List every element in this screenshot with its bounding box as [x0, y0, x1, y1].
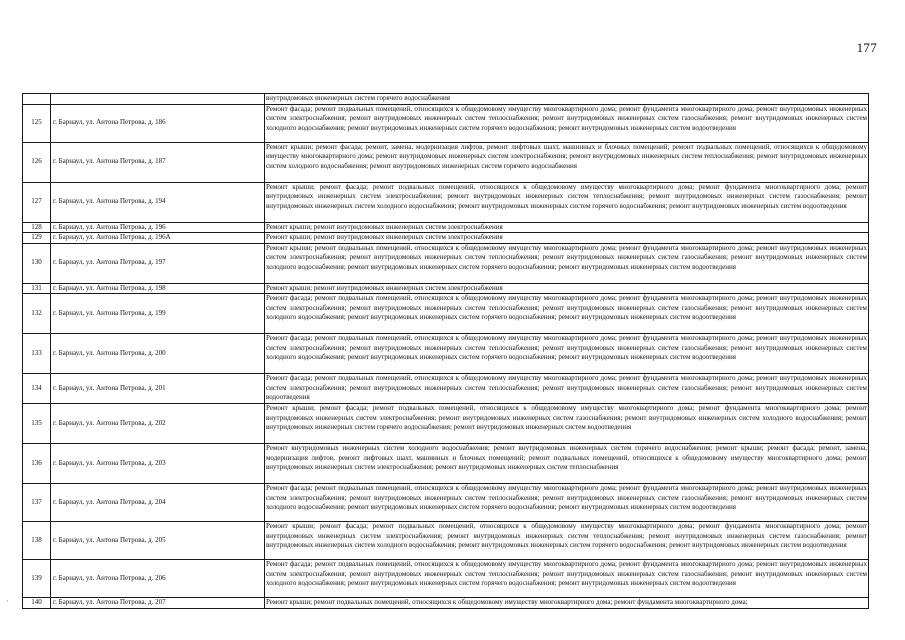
table-row [23, 142, 869, 182]
table-row [23, 404, 869, 444]
table-row [23, 243, 869, 283]
works-cell: Ремонт крыши; ремонт подвальных помещений, относящихся к общедомовому имуществу многоквартирного дома; ремонт фундамента многоквартирного дома; ремонт внутридомовых инженерных систем электроснабжения; ремонт внутридомовых инженерных систем теплоснабжения; ремонт внутридомовых инженерных систем газоснабжения; ремонт внутридомовых инженерных систем холодного водоснабжения; ремонт внутридомовых инженерных систем горячего водоснабжения; ремонт внутридомовых инженерных систем водоотведения [265, 243, 869, 283]
address-cell: г. Барнаул, ул. Антона Петрова, д. 200 [51, 334, 265, 374]
works-cell: внутридомовых инженерных систем горячего водоснабжения [265, 94, 869, 105]
works-table-container [22, 93, 868, 609]
table-row [23, 444, 869, 484]
table-row [23, 182, 869, 222]
row-number-cell: 128 [23, 222, 51, 233]
address-cell: г. Барнаул, ул. Антона Петрова, д. 197 [51, 243, 265, 283]
row-number-cell: 126 [23, 142, 51, 182]
works-cell: Ремонт крыши; ремонт внутридомовых инженерных систем электроснабжения [265, 283, 869, 294]
row-number-cell: 139 [23, 560, 51, 598]
row-number-cell: 125 [23, 104, 51, 142]
row-number-cell: 130 [23, 243, 51, 283]
address-cell: г. Барнаул, ул. Антона Петрова, д. 203 [51, 444, 265, 484]
address-cell: г. Барнаул, ул. Антона Петрова, д. 187 [51, 142, 265, 182]
row-number-cell: 136 [23, 444, 51, 484]
table-row [23, 233, 869, 244]
page-number: 177 [856, 40, 877, 55]
address-cell: г. Барнаул, ул. Антона Петрова, д. 194 [51, 182, 265, 222]
table-row [23, 104, 869, 142]
row-number-cell: 133 [23, 334, 51, 374]
row-number-cell: 127 [23, 182, 51, 222]
address-cell: г. Барнаул, ул. Антона Петрова, д. 186 [51, 104, 265, 142]
table-row-continuation [23, 94, 869, 105]
address-cell: г. Барнаул, ул. Антона Петрова, д. 204 [51, 484, 265, 522]
row-number-cell: 134 [23, 374, 51, 404]
works-cell: Ремонт фасада; ремонт подвальных помещений, относящихся к общедомовому имуществу многоквартирного дома; ремонт фундамента многоквартирного дома; ремонт внутридомовых инженерных систем электроснабжения; ремонт внутридомовых инженерных систем теплоснабжения; ремонт внутридомовых инженерных систем газоснабжения; ремонт внутридомовых инженерных систем холодного водоснабжения; ремонт внутридомовых инженерных систем горячего водоснабжения; ремонт внутридомовых инженерных систем водоотведения [265, 294, 869, 334]
row-number-cell [23, 94, 51, 105]
works-cell: Ремонт внутридомовых инженерных систем холодного водоснабжения; ремонт внутридомовых инженерных систем горячего водоснабжения; ремонт крыши; ремонт фасада; ремонт, замена, модернизация лифтов, ремонт лифтовых шахт, машинных и блочных помещений; ремонт подвальных помещений, относящихся к общедомовому имуществу многоквартирного дома; ремонт внутридомовых инженерных систем электроснабжения; ремонт внутридомовых инженерных систем теплоснабжения [265, 444, 869, 484]
address-cell: г. Барнаул, ул. Антона Петрова, д. 196 [51, 222, 265, 233]
row-number-cell: 140 [23, 598, 51, 609]
table-row [23, 294, 869, 334]
table-row [23, 598, 869, 609]
works-table-body [23, 94, 869, 609]
table-row [23, 522, 869, 560]
works-cell: Ремонт фасада; ремонт подвальных помещений, относящихся к общедомовому имуществу многоквартирного дома; ремонт фундамента многоквартирного дома; ремонт внутридомовых инженерных систем электроснабжения; ремонт внутридомовых инженерных систем теплоснабжения; ремонт внутридомовых инженерных систем газоснабжения; ремонт внутридомовых инженерных систем холодного водоснабжения; ремонт внутридомовых инженерных систем горячего водоснабжения; ремонт внутридомовых инженерных систем водоотведения [265, 560, 869, 598]
address-cell [51, 94, 265, 105]
address-cell: г. Барнаул, ул. Антона Петрова, д. 201 [51, 374, 265, 404]
margin-mark: · [6, 597, 9, 606]
row-number-cell: 138 [23, 522, 51, 560]
table-row [23, 374, 869, 404]
works-cell: Ремонт фасада; ремонт подвальных помещений, относящихся к общедомовому имуществу многоквартирного дома; ремонт фундамента многоквартирного дома; ремонт внутридомовых инженерных систем электроснабжения; ремонт внутридомовых инженерных систем теплоснабжения; ремонт внутридомовых инженерных систем газоснабжения; ремонт внутридомовых инженерных систем холодного водоснабжения; ремонт внутридомовых инженерных систем горячего водоснабжения; ремонт внутридомовых инженерных систем водоотведения [265, 334, 869, 374]
works-cell: Ремонт крыши; ремонт внутридомовых инженерных систем электроснабжения [265, 222, 869, 233]
works-cell: Ремонт крыши; ремонт фасада; ремонт подвальных помещений, относящихся к общедомовому имуществу многоквартирного дома; ремонт фундамента многоквартирного дома; ремонт внутридомовых инженерных систем электроснабжения; ремонт внутридомовых инженерных систем теплоснабжения; ремонт внутридомовых инженерных систем газоснабжения; ремонт внутридомовых инженерных систем холодного водоснабжения; ремонт внутридомовых инженерных систем горячего водоснабжения; ремонт внутридомовых инженерных систем водоотведения [265, 522, 869, 560]
address-cell: г. Барнаул, ул. Антона Петрова, д. 199 [51, 294, 265, 334]
address-cell: г. Барнаул, ул. Антона Петрова, д. 198 [51, 283, 265, 294]
address-cell: г. Барнаул, ул. Антона Петрова, д. 207 [51, 598, 265, 609]
row-number-cell: 131 [23, 283, 51, 294]
table-row [23, 484, 869, 522]
row-number-cell: 129 [23, 233, 51, 244]
works-cell: Ремонт крыши; ремонт фасада; ремонт, замена, модернизация лифтов, ремонт лифтовых шахт, машинных и блочных помещений; ремонт подвальных помещений, относящихся к общедомовому имуществу многоквартирного дома; ремонт внутридомовых инженерных систем электроснабжения; ремонт внутридомовых инженерных систем теплоснабжения; ремонт внутридомовых инженерных систем холодного водоснабжения; ремонт внутридомовых инженерных систем горячего водоснабжения [265, 142, 869, 182]
works-cell: Ремонт крыши; ремонт подвальных помещений, относящихся к общедомовому имуществу многоквартирного дома; ремонт фундамента многоквартирного дома; [265, 598, 869, 609]
works-cell: Ремонт фасада; ремонт подвальных помещений, относящихся к общедомовому имуществу многоквартирного дома; ремонт фундамента многоквартирного дома; ремонт внутридомовых инженерных систем электроснабжения; ремонт внутридомовых инженерных систем теплоснабжения; ремонт внутридомовых инженерных систем газоснабжения; ремонт внутридомовых инженерных систем водоотведения [265, 374, 869, 404]
table-row [23, 334, 869, 374]
works-cell: Ремонт крыши; ремонт внутридомовых инженерных систем электроснабжения [265, 233, 869, 244]
table-row [23, 560, 869, 598]
table-row [23, 283, 869, 294]
works-table [22, 93, 869, 609]
row-number-cell: 132 [23, 294, 51, 334]
address-cell: г. Барнаул, ул. Антона Петрова, д. 202 [51, 404, 265, 444]
row-number-cell: 135 [23, 404, 51, 444]
works-cell: Ремонт фасада; ремонт подвальных помещений, относящихся к общедомовому имуществу многоквартирного дома; ремонт фундамента многоквартирного дома; ремонт внутридомовых инженерных систем электроснабжения; ремонт внутридомовых инженерных систем теплоснабжения; ремонт внутридомовых инженерных систем газоснабжения; ремонт внутридомовых инженерных систем холодного водоснабжения; ремонт внутридомовых инженерных систем горячего водоснабжения; ремонт внутридомовых инженерных систем водоотведения [265, 104, 869, 142]
address-cell: г. Барнаул, ул. Антона Петрова, д. 206 [51, 560, 265, 598]
works-cell: Ремонт крыши; ремонт фасада; ремонт подвальных помещений, относящихся к общедомовому имуществу многоквартирного дома; ремонт фундамента многоквартирного дома; ремонт внутридомовых инженерных систем электроснабжения; ремонт внутридомовых инженерных систем газоснабжения; ремонт внутридомовых инженерных систем холодного водоснабжения; ремонт внутридомовых инженерных систем горячего водоснабжения; ремонт внутридомовых инженерных систем водоотведения [265, 404, 869, 444]
address-cell: г. Барнаул, ул. Антона Петрова, д. 205 [51, 522, 265, 560]
table-row [23, 222, 869, 233]
row-number-cell: 137 [23, 484, 51, 522]
address-cell: г. Барнаул, ул. Антона Петрова, д. 196А [51, 233, 265, 244]
works-cell: Ремонт фасада; ремонт подвальных помещений, относящихся к общедомовому имуществу многоквартирного дома; ремонт фундамента многоквартирного дома; ремонт внутридомовых инженерных систем электроснабжения; ремонт внутридомовых инженерных систем теплоснабжения; ремонт внутридомовых инженерных систем газоснабжения; ремонт внутридомовых инженерных систем холодного водоснабжения; ремонт внутридомовых инженерных систем горячего водоснабжения; ремонт внутридомовых инженерных систем водоотведения [265, 484, 869, 522]
works-cell: Ремонт крыши; ремонт фасада; ремонт подвальных помещений, относящихся к общедомовому имуществу многоквартирного дома; ремонт фундамента многоквартирного дома; ремонт внутридомовых инженерных систем электроснабжения; ремонт внутридомовых инженерных систем теплоснабжения; ремонт внутридомовых инженерных систем газоснабжения; ремонт внутридомовых инженерных систем холодного водоснабжения; ремонт внутридомовых инженерных систем горячего водоснабжения; ремонт внутридомовых инженерных систем водоотведения [265, 182, 869, 222]
